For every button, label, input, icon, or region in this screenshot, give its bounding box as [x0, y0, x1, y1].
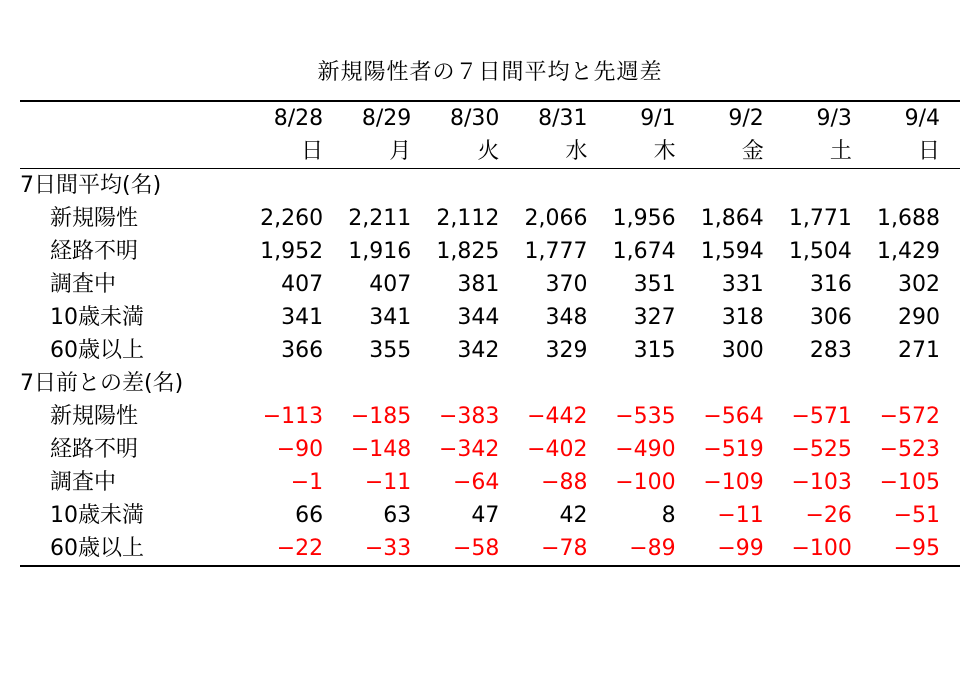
- table-cell: 341: [369, 305, 412, 330]
- table-cell: 316: [809, 272, 852, 297]
- table-cell: 42: [559, 503, 588, 528]
- column-date: 8/28: [273, 106, 324, 131]
- column-date: 9/4: [904, 106, 940, 131]
- table-cell: −402: [527, 437, 588, 462]
- table-cell: 1,825: [436, 239, 500, 264]
- table-row: [20, 532, 960, 566]
- table-cell: −99: [717, 536, 764, 561]
- row-label: 60歳以上: [50, 338, 144, 363]
- table-cell: 407: [281, 272, 324, 297]
- table-cell: 331: [721, 272, 764, 297]
- table-cell: 300: [721, 338, 764, 363]
- column-date: 8/29: [361, 106, 412, 131]
- table-row: [20, 433, 960, 466]
- table-cell: −519: [703, 437, 764, 462]
- table-cell: −342: [438, 437, 500, 462]
- table-cell: 381: [457, 272, 500, 297]
- table-cell: 348: [545, 305, 588, 330]
- table-cell: −51: [893, 503, 940, 528]
- table-cell: 2,260: [260, 206, 324, 231]
- row-label: 10歳未満: [50, 305, 144, 330]
- table-cell: −185: [350, 404, 412, 429]
- table-cell: 271: [898, 338, 940, 363]
- table-cell: 2,066: [524, 206, 588, 231]
- table-cell: 342: [457, 338, 500, 363]
- table-row: [20, 334, 960, 367]
- table-cell: −100: [791, 536, 852, 561]
- column-date: 9/1: [640, 106, 676, 131]
- table-cell: −90: [276, 437, 324, 462]
- table-cell: 318: [721, 305, 764, 330]
- table-cell: 327: [633, 305, 676, 330]
- table-cell: 1,771: [788, 206, 852, 231]
- row-label: 新規陽性: [50, 404, 139, 429]
- row-label: 10歳未満: [50, 503, 144, 528]
- table-cell: 1,864: [700, 206, 764, 231]
- column-weekday: 日: [255, 135, 343, 169]
- table-cell: 355: [369, 338, 412, 363]
- table-cell: 63: [383, 503, 412, 528]
- table-cell: −11: [717, 503, 764, 528]
- table-title: 新規陽性者の７日間平均と先週差: [317, 60, 663, 85]
- stats-table: [20, 100, 960, 567]
- row-label: 経路不明: [50, 437, 139, 462]
- table-cell: 283: [809, 338, 852, 363]
- table-cell: 1,674: [612, 239, 676, 264]
- table-cell: 1,916: [348, 239, 412, 264]
- table-cell: −383: [438, 404, 500, 429]
- row-label: 経路不明: [50, 239, 139, 264]
- column-weekday: 土: [784, 135, 872, 169]
- table-cell: −103: [791, 470, 852, 495]
- table-cell: 344: [457, 305, 500, 330]
- table-cell: 351: [633, 272, 676, 297]
- table-cell: 366: [281, 338, 324, 363]
- table-cell: 66: [295, 503, 324, 528]
- table-cell: 1,688: [877, 206, 940, 231]
- table-cell: 2,211: [348, 206, 412, 231]
- table-cell: −113: [262, 404, 324, 429]
- table-cell: −95: [893, 536, 940, 561]
- table-cell: −109: [703, 470, 764, 495]
- table-cell: 329: [545, 338, 588, 363]
- column-date: 8/30: [449, 106, 500, 131]
- column-weekday: 木: [608, 135, 696, 169]
- table-cell: 1,956: [612, 206, 676, 231]
- table-cell: 302: [898, 272, 940, 297]
- table-body: [20, 169, 960, 567]
- table-cell: 47: [471, 503, 500, 528]
- table-cell: −26: [805, 503, 852, 528]
- table-cell: 306: [809, 305, 852, 330]
- table-cell: −490: [615, 437, 676, 462]
- table-cell: −78: [541, 536, 588, 561]
- column-weekday: 金: [696, 135, 784, 169]
- table-row: [20, 268, 960, 301]
- table-cell: −571: [791, 404, 852, 429]
- table-cell: −89: [629, 536, 676, 561]
- table-cell: −11: [364, 470, 412, 495]
- table-row: [20, 499, 960, 532]
- table-cell: 290: [898, 305, 940, 330]
- table-row: [20, 202, 960, 235]
- table-cell: −100: [615, 470, 676, 495]
- column-weekday: 火: [431, 135, 519, 169]
- table-cell: 1,777: [524, 239, 588, 264]
- row-label: 調査中: [50, 272, 117, 297]
- table-cell: −22: [276, 536, 324, 561]
- table-cell: −64: [452, 470, 500, 495]
- table-cell: 1,429: [877, 239, 940, 264]
- section-label: 7日前との差(名): [20, 371, 184, 396]
- table-cell: −564: [703, 404, 764, 429]
- table-row: [20, 466, 960, 499]
- table-cell: −1: [290, 470, 324, 495]
- table-cell: −148: [350, 437, 412, 462]
- header-date-row: [20, 101, 960, 135]
- column-weekday: 水: [519, 135, 607, 169]
- column-date: 9/3: [816, 106, 852, 131]
- column-date: 9/2: [728, 106, 764, 131]
- table-cell: −88: [541, 470, 588, 495]
- table-cell: −525: [791, 437, 852, 462]
- header-weekday-row: [20, 135, 960, 169]
- column-weekday: 月: [343, 135, 431, 169]
- row-label: 60歳以上: [50, 536, 144, 561]
- column-weekday: 日: [872, 135, 960, 169]
- table-cell: 1,504: [788, 239, 852, 264]
- table-row: [20, 301, 960, 334]
- table-cell: −572: [879, 404, 940, 429]
- table-cell: −523: [879, 437, 940, 462]
- table-cell: 407: [369, 272, 412, 297]
- section-header-row: [20, 169, 960, 203]
- table-cell: 8: [661, 503, 676, 528]
- table-cell: 370: [545, 272, 588, 297]
- table-cell: 341: [281, 305, 324, 330]
- table-cell: 1,952: [260, 239, 324, 264]
- row-label: 調査中: [50, 470, 117, 495]
- row-label: 新規陽性: [50, 206, 139, 231]
- table-cell: 2,112: [436, 206, 500, 231]
- table-cell: −58: [452, 536, 500, 561]
- table-cell: −105: [879, 470, 940, 495]
- table-row: [20, 400, 960, 433]
- section-label: 7日間平均(名): [20, 173, 162, 198]
- table-cell: 1,594: [700, 239, 764, 264]
- section-header-row: [20, 367, 960, 400]
- table-cell: −442: [527, 404, 588, 429]
- table-cell: −535: [615, 404, 676, 429]
- table-cell: 315: [633, 338, 676, 363]
- table-row: [20, 235, 960, 268]
- table-cell: −33: [364, 536, 412, 561]
- column-date: 8/31: [538, 106, 588, 131]
